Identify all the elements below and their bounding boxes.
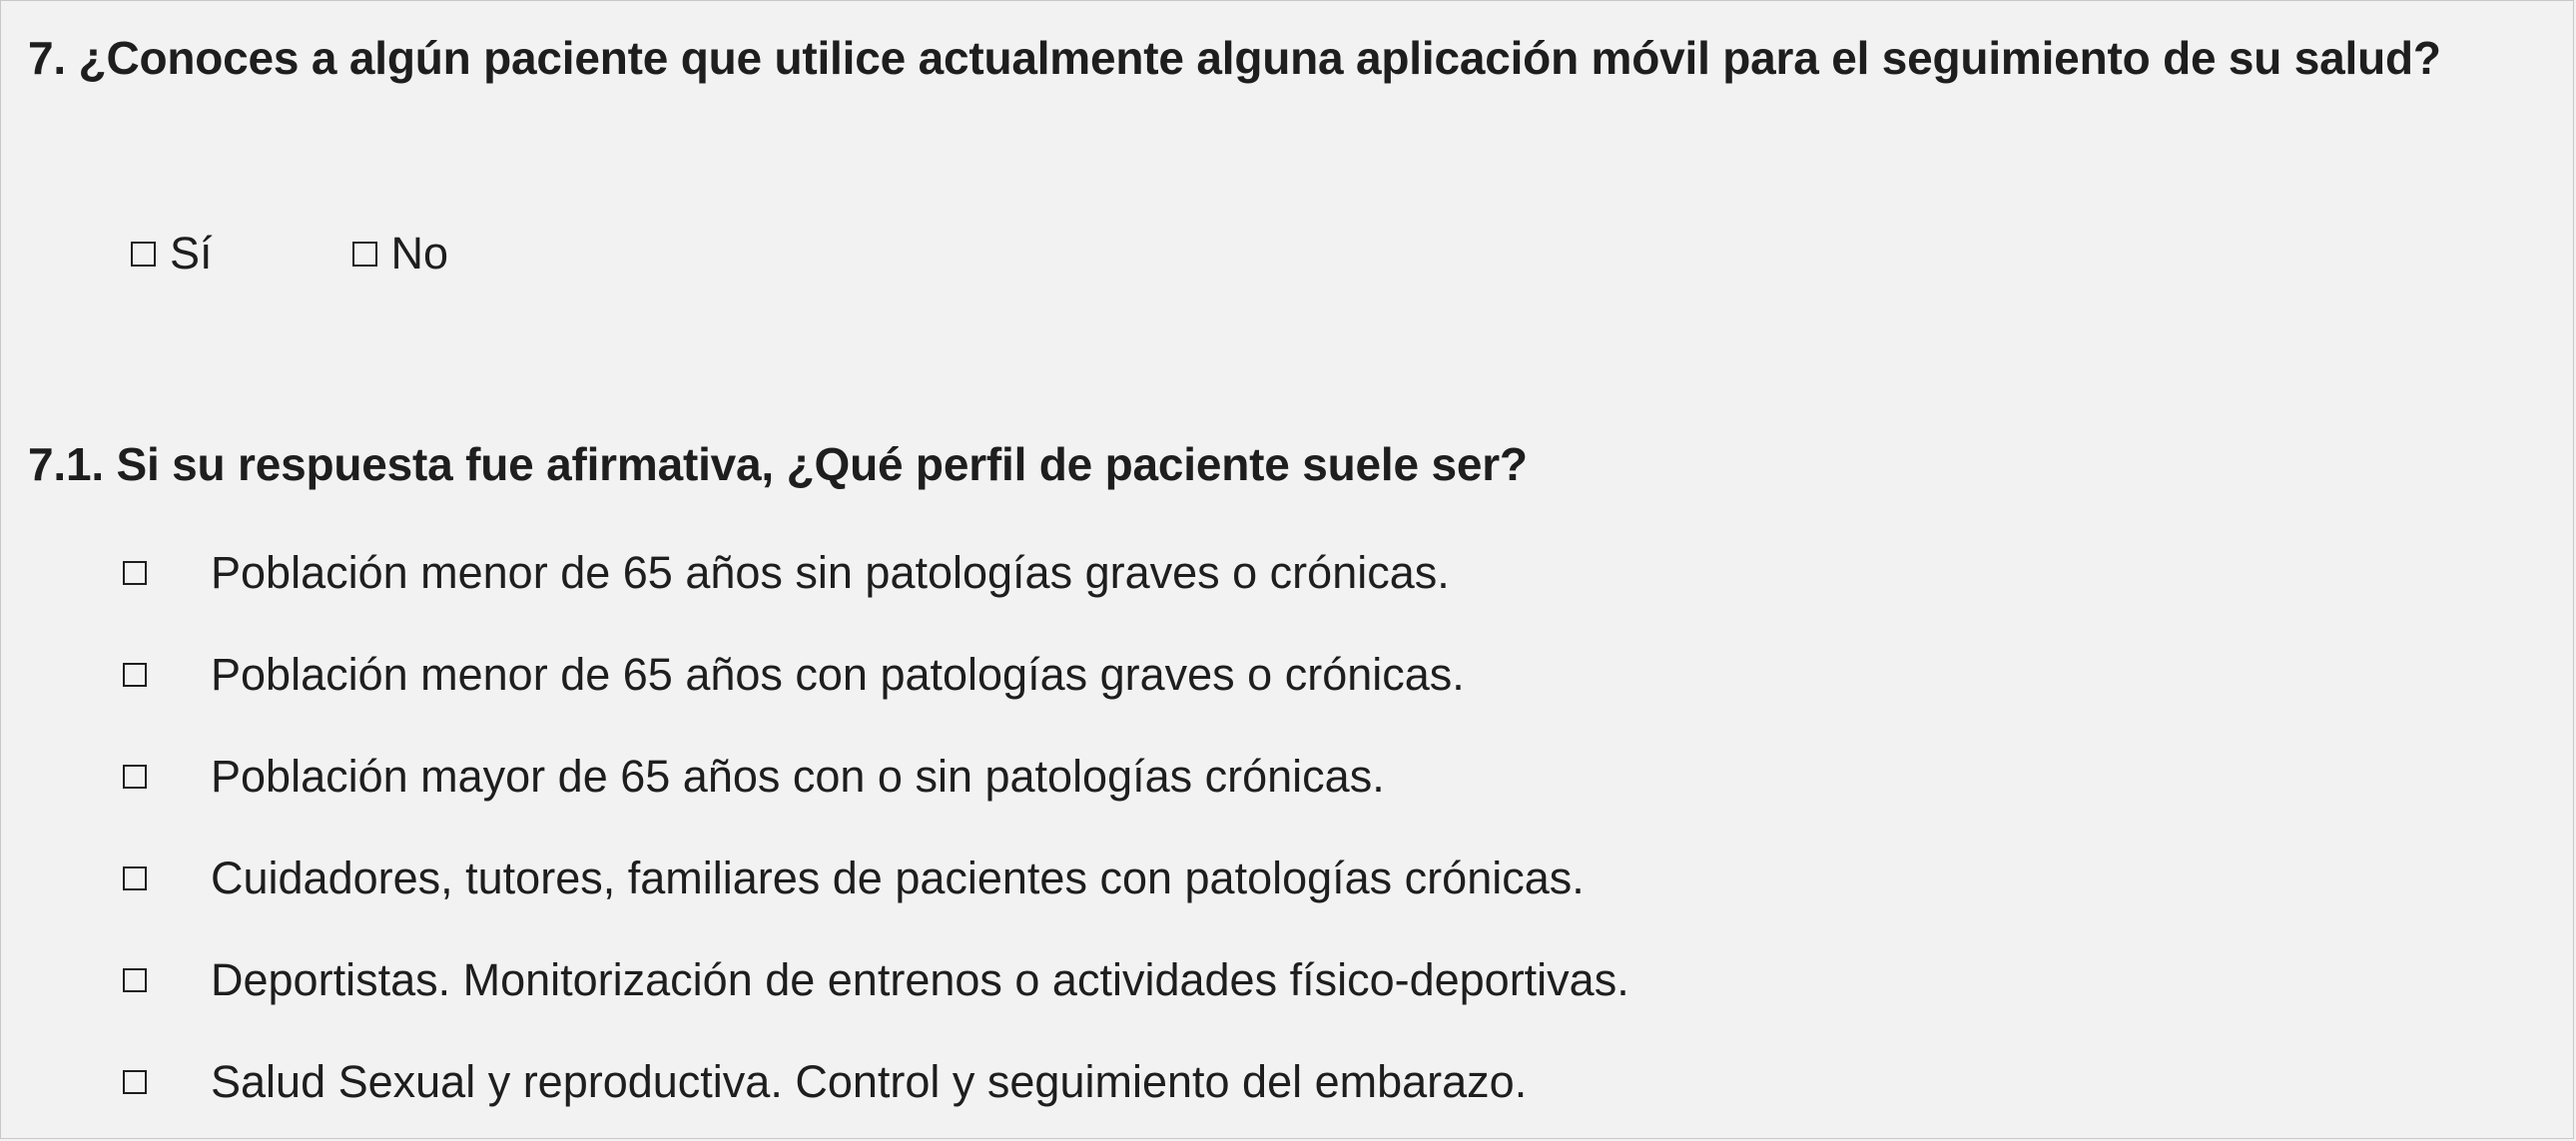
profile-checkbox[interactable] [123,1070,147,1094]
profile-option-label: Salud Sexual y reproductiva. Control y seguimiento del embarazo. [211,1056,1528,1107]
profile-option-sexual-health[interactable] [123,1031,1629,1133]
profile-checkbox[interactable] [123,866,147,890]
no-checkbox[interactable] [352,242,377,267]
option-no-label: No [390,228,449,279]
option-yes-label: Sí [170,228,213,279]
profile-option-over-65[interactable] [123,726,1629,828]
profile-option-label: Población menor de 65 años sin patologías graves o crónicas. [211,547,1450,598]
profile-checkbox[interactable] [123,765,147,789]
profile-option-caregivers[interactable] [123,828,1629,929]
profile-option-under-65-with-chronic[interactable] [123,624,1629,726]
profile-option-label: Población mayor de 65 años con o sin patologías crónicas. [211,751,1385,802]
patient-profile-list [123,522,1629,1133]
option-no[interactable] [352,219,449,288]
profile-option-label: Cuidadores, tutores, familiares de pacientes con patologías crónicas. [211,853,1585,903]
profile-checkbox[interactable] [123,968,147,992]
profile-option-under-65-without-chronic[interactable] [123,522,1629,624]
question-7-1-title: 7.1. Si su respuesta fue afirmativa, ¿Qué perfil de paciente suele ser? [28,438,1528,490]
option-yes[interactable] [131,219,213,288]
question-7-title: 7. ¿Conoces a algún paciente que utilice actualmente alguna aplicación móvil para el seguimiento de su salud? [28,32,2441,84]
profile-checkbox[interactable] [123,663,147,687]
profile-option-label: Población menor de 65 años con patologías graves o crónicas. [211,649,1465,700]
yes-checkbox[interactable] [131,242,156,267]
profile-checkbox[interactable] [123,561,147,585]
profile-option-label: Deportistas. Monitorización de entrenos o actividades físico-deportivas. [211,954,1629,1005]
question-7-options [131,219,448,288]
profile-option-athletes[interactable] [123,929,1629,1031]
